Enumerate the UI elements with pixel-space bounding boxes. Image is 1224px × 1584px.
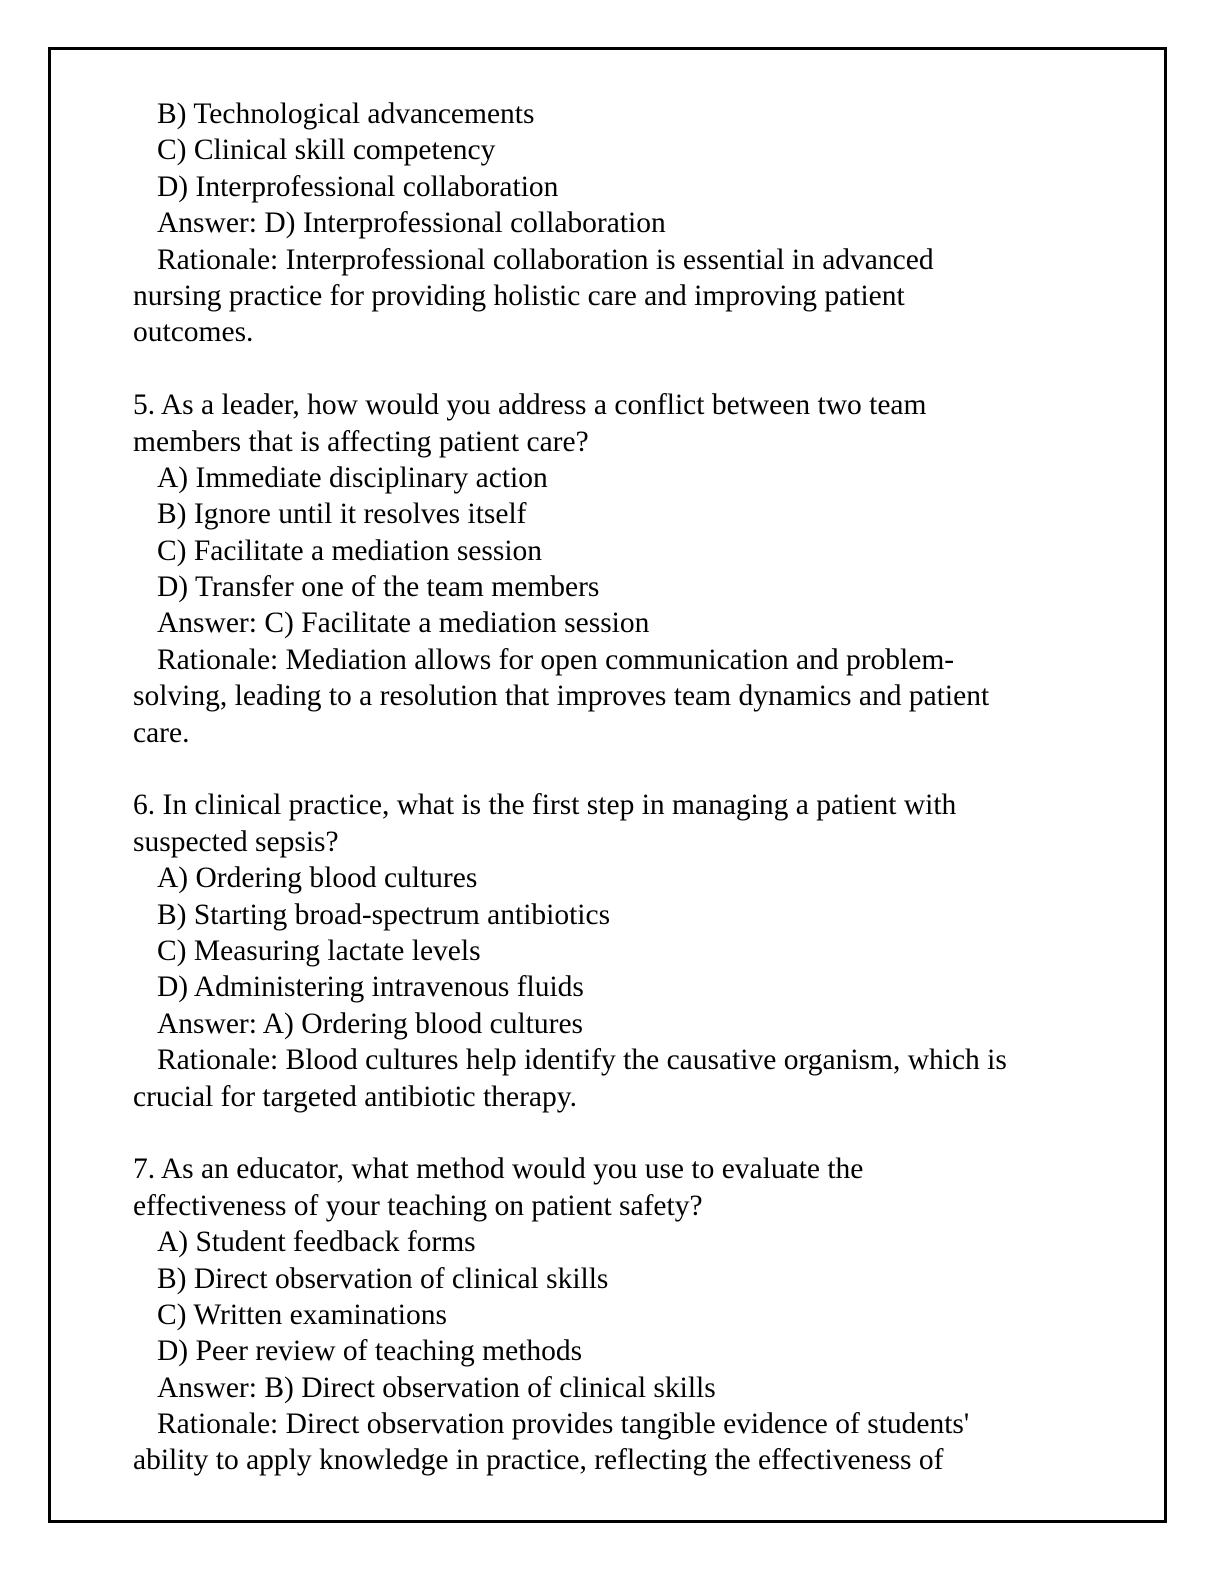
question-text: 6. In clinical practice, what is the first step in managing a patient with	[133, 789, 957, 822]
rationale-line: ability to apply knowledge in practice, reflecting the effectiveness of	[133, 1444, 944, 1477]
answer: Answer: A) Ordering blood cultures	[157, 1007, 584, 1040]
question-5	[133, 387, 1093, 751]
spacer	[133, 351, 1093, 387]
rationale-line: care.	[133, 716, 190, 749]
question-text: 5. As a leader, how would you address a conflict between two team	[133, 389, 927, 422]
rationale-line: solving, leading to a resolution that improves team dynamics and patient	[133, 680, 990, 713]
option-c: C) Written examinations	[157, 1298, 447, 1331]
rationale-line: nursing practice for providing holistic care and improving patient	[133, 279, 905, 312]
question-7	[133, 1151, 1093, 1479]
option-a: A) Student feedback forms	[157, 1226, 476, 1259]
answer: Answer: C) Facilitate a mediation session	[157, 607, 650, 640]
question-text: members that is affecting patient care?	[133, 425, 589, 458]
spacer	[133, 751, 1093, 787]
option-b: B) Direct observation of clinical skills	[157, 1262, 609, 1295]
question-6	[133, 787, 1093, 1115]
question-text: effectiveness of your teaching on patient safety?	[133, 1189, 703, 1222]
option-a: A) Immediate disciplinary action	[157, 461, 548, 494]
option-b: B) Ignore until it resolves itself	[157, 498, 527, 531]
question-text: 7. As an educator, what method would you use to evaluate the	[133, 1153, 864, 1186]
rationale-line: Rationale: Direct observation provides tangible evidence of students'	[157, 1408, 970, 1441]
rationale-line: crucial for targeted antibiotic therapy.	[133, 1080, 577, 1113]
rationale-line: Rationale: Mediation allows for open communication and problem-	[157, 643, 955, 676]
spacer	[133, 1115, 1093, 1151]
question-text: suspected sepsis?	[133, 825, 339, 858]
rationale-line: Rationale: Blood cultures help identify the causative organism, which is	[157, 1044, 1007, 1077]
rationale-line: outcomes.	[133, 316, 254, 349]
option-c: C) Measuring lactate levels	[157, 934, 481, 967]
option-d: D) Transfer one of the team members	[157, 571, 600, 604]
option-b: B) Starting broad-spectrum antibiotics	[157, 898, 611, 931]
option-b: B) Technological advancements	[157, 98, 535, 130]
answer: Answer: B) Direct observation of clinical skills	[157, 1371, 716, 1404]
document-body	[133, 96, 1093, 1479]
rationale-line: Rationale: Interprofessional collaboration is essential in advanced	[157, 243, 934, 276]
question-4-continued	[133, 96, 1093, 351]
answer: Answer: D) Interprofessional collaboration	[157, 207, 666, 240]
option-d: D) Interprofessional collaboration	[157, 170, 559, 203]
option-d: D) Administering intravenous fluids	[157, 971, 584, 1004]
option-c: C) Clinical skill competency	[157, 134, 496, 167]
option-c: C) Facilitate a mediation session	[157, 534, 543, 567]
option-d: D) Peer review of teaching methods	[157, 1335, 583, 1368]
option-a: A) Ordering blood cultures	[157, 862, 478, 895]
